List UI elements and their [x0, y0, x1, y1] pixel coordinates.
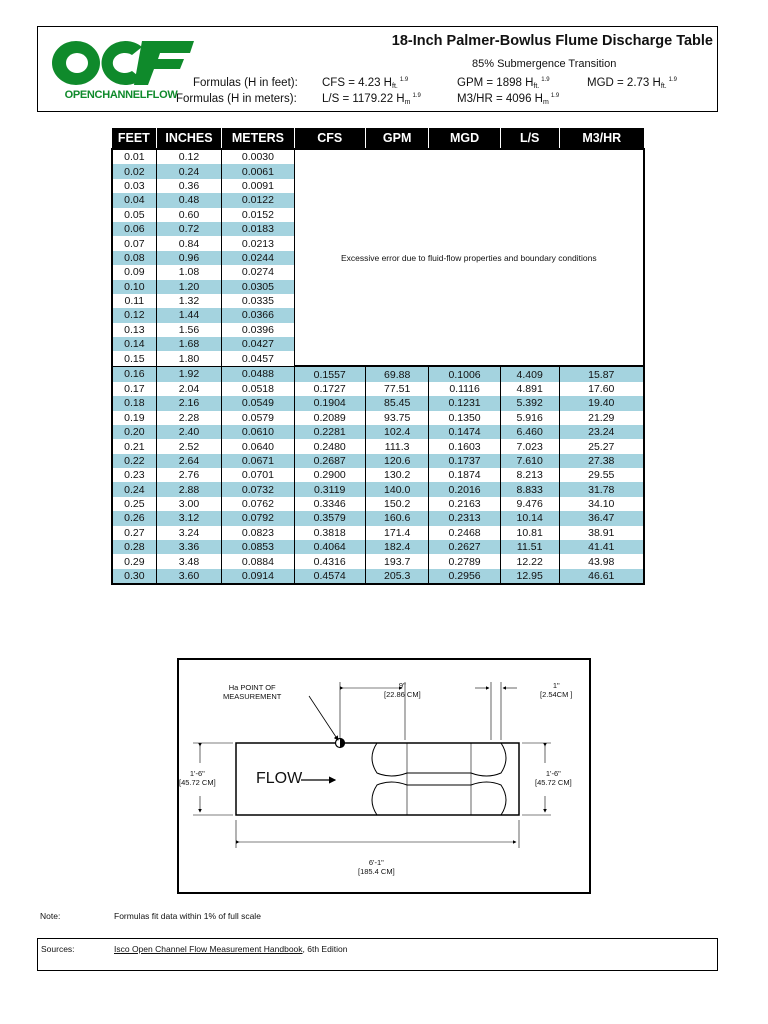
table-cell: 46.61 — [559, 569, 644, 584]
table-row — [112, 411, 644, 425]
table-cell: 0.1474 — [429, 425, 500, 439]
table-cell: 3.24 — [156, 526, 222, 540]
table-cell: 0.13 — [124, 323, 145, 336]
table-row — [112, 149, 644, 164]
table-cell: 5.916 — [500, 411, 559, 425]
table-cell: 0.1603 — [429, 439, 500, 453]
table-cell: 0.04 — [112, 193, 156, 207]
table-cell: 4.409 — [500, 366, 559, 381]
table-cell: 31.78 — [559, 482, 644, 496]
table-cell: 2.88 — [156, 482, 222, 496]
table-cell: 1.68 — [156, 337, 222, 351]
table-cell: 0.2687 — [294, 454, 365, 468]
table-cell: 0.0122 — [222, 193, 294, 207]
table-cell: 0.0457 — [222, 351, 294, 366]
column-header-m3hr: M3/HR — [559, 128, 644, 149]
table-cell: 0.0244 — [222, 251, 294, 265]
dim-height-left-label: 1'-6" [45.72 CM] — [179, 769, 216, 787]
table-cell: 0.84 — [156, 236, 222, 250]
table-cell: 160.6 — [365, 511, 429, 525]
table-cell: 43.98 — [559, 554, 644, 568]
logo-text: OPENCHANNELFLOW — [64, 89, 178, 101]
ocf-logo — [46, 35, 196, 105]
table-row — [112, 540, 644, 554]
table-row — [112, 454, 644, 468]
m3hr-formula: M3/HR = 4096 $H_m^{1.9}$ — [457, 93, 560, 106]
table-cell: 41.41 — [559, 540, 644, 554]
table-cell: 0.0914 — [222, 569, 294, 584]
column-header-inches: INCHES — [156, 128, 222, 149]
table-cell: 0.0274 — [222, 265, 294, 279]
table-cell: 0.0732 — [222, 482, 294, 496]
table-cell: 0.12 — [112, 308, 156, 322]
table-cell: 0.0518 — [222, 382, 294, 396]
table-cell: 0.24 — [156, 164, 222, 178]
table-cell: 0.27 — [124, 526, 145, 539]
table-cell: 0.1737 — [429, 454, 500, 468]
table-cell: 0.48 — [156, 193, 222, 207]
table-row — [112, 382, 644, 396]
column-header-ls: L/S — [500, 128, 559, 149]
dim-1-label: 1" [2.54CM ] — [540, 681, 573, 699]
table-cell: 1.32 — [156, 294, 222, 308]
table-cell: 0.22 — [112, 454, 156, 468]
table-cell: 102.4 — [365, 425, 429, 439]
formulas-feet-row — [193, 77, 298, 89]
table-cell: 93.75 — [365, 411, 429, 425]
page-subtitle: 85% Submergence Transition — [472, 58, 617, 70]
table-cell: 0.0701 — [222, 468, 294, 482]
table-cell: 12.95 — [500, 569, 559, 584]
table-cell: 3.00 — [156, 497, 222, 511]
sources-box — [37, 938, 718, 971]
table-cell: 0.10 — [112, 280, 156, 294]
table-cell: 0.07 — [124, 237, 145, 250]
table-cell: 0.2956 — [429, 569, 500, 584]
table-cell: 0.21 — [124, 440, 145, 453]
table-cell: 0.1727 — [294, 382, 365, 396]
table-cell: 0.11 — [124, 295, 145, 308]
table-header-row — [112, 128, 644, 149]
table-cell: 0.0366 — [222, 308, 294, 322]
table-cell: 0.96 — [156, 251, 222, 265]
table-cell: 0.18 — [112, 396, 156, 410]
table-cell: 2.64 — [156, 454, 222, 468]
table-cell: 69.88 — [365, 366, 429, 381]
table-cell: 27.38 — [559, 454, 644, 468]
column-header-gpm: GPM — [365, 128, 429, 149]
table-cell: 2.76 — [156, 468, 222, 482]
table-cell: 0.0823 — [222, 526, 294, 540]
table-cell: 0.2480 — [294, 439, 365, 453]
table-cell: 36.47 — [559, 511, 644, 525]
table-cell: 0.1231 — [429, 396, 500, 410]
source-citation — [114, 944, 347, 954]
table-cell: 1.08 — [156, 265, 222, 279]
excessive-error-note: Excessive error due to fluid-flow properties and boundary conditions — [294, 149, 644, 366]
table-cell: 0.02 — [112, 164, 156, 178]
flow-label: FLOW — [256, 770, 303, 787]
table-cell: 0.08 — [112, 251, 156, 265]
table-cell: 11.51 — [500, 540, 559, 554]
table-cell: 0.0549 — [222, 396, 294, 410]
table-cell: 120.6 — [365, 454, 429, 468]
cfs-formula: CFS = 4.23 $H_{ft.}^{1.9}$ — [322, 77, 409, 90]
table-cell: 1.44 — [156, 308, 222, 322]
table-cell: 38.91 — [559, 526, 644, 540]
table-cell: 0.14 — [112, 337, 156, 351]
table-cell: 0.0183 — [222, 222, 294, 236]
table-cell: 6.460 — [500, 425, 559, 439]
table-cell: 3.60 — [156, 569, 222, 584]
table-cell: 0.09 — [124, 266, 145, 279]
table-cell: 19.40 — [559, 396, 644, 410]
dim-9-label: 9" [22.86 CM] — [384, 681, 421, 699]
header-box — [37, 26, 718, 112]
discharge-table — [111, 128, 645, 585]
table-cell: 0.2789 — [429, 554, 500, 568]
table-row — [112, 482, 644, 496]
table-cell: 0.1904 — [294, 396, 365, 410]
table-cell: 4.891 — [500, 382, 559, 396]
ha-measurement-label: Ha POINT OF MEASUREMENT — [223, 683, 282, 701]
table-cell: 23.24 — [559, 425, 644, 439]
table-row — [112, 497, 644, 511]
table-cell: 0.2163 — [429, 497, 500, 511]
column-header-meters: METERS — [222, 128, 294, 149]
table-cell: 0.24 — [112, 482, 156, 496]
table-cell: 0.4064 — [294, 540, 365, 554]
table-cell: 205.3 — [365, 569, 429, 584]
table-cell: 0.20 — [112, 425, 156, 439]
table-cell: 0.3818 — [294, 526, 365, 540]
table-body — [112, 149, 644, 584]
column-header-feet: FEET — [112, 128, 156, 149]
table-cell: 0.29 — [124, 555, 145, 568]
table-cell: 3.12 — [156, 511, 222, 525]
table-cell: 10.81 — [500, 526, 559, 540]
table-cell: 0.3119 — [294, 482, 365, 496]
table-cell: 2.16 — [156, 396, 222, 410]
table-cell: 0.0884 — [222, 554, 294, 568]
table-cell: 5.392 — [500, 396, 559, 410]
table-cell: 0.72 — [156, 222, 222, 236]
table-row — [112, 569, 644, 584]
table-cell: 0.2900 — [294, 468, 365, 482]
table-cell: 0.16 — [112, 366, 156, 381]
table-cell: 0.1874 — [429, 468, 500, 482]
table-cell: 0.36 — [156, 179, 222, 193]
table-cell: 0.0640 — [222, 439, 294, 453]
table-row — [112, 396, 644, 410]
table-cell: 1.56 — [156, 323, 222, 337]
table-cell: 0.30 — [112, 569, 156, 584]
sources-label: Sources: — [41, 944, 75, 954]
table-cell: 0.12 — [156, 149, 222, 164]
table-cell: 2.40 — [156, 425, 222, 439]
table-cell: 8.213 — [500, 468, 559, 482]
table-cell: 0.3579 — [294, 511, 365, 525]
ocf-logo-mark — [46, 35, 196, 91]
table-cell: 0.2627 — [429, 540, 500, 554]
table-row — [112, 554, 644, 568]
table-cell: 0.0030 — [222, 149, 294, 164]
formulas-meters-row — [176, 93, 297, 105]
table-cell: 0.0335 — [222, 294, 294, 308]
source-edition: , 6th Edition — [302, 944, 348, 954]
table-cell: 7.610 — [500, 454, 559, 468]
table-cell: 3.48 — [156, 554, 222, 568]
table-cell: 2.28 — [156, 411, 222, 425]
table-cell: 0.0305 — [222, 280, 294, 294]
table-cell: 0.25 — [124, 498, 145, 511]
page-title: 18-Inch Palmer-Bowlus Flume Discharge Table — [391, 33, 713, 49]
table-cell: 0.0792 — [222, 511, 294, 525]
flume-throat-top — [372, 743, 506, 776]
table-cell: 3.36 — [156, 540, 222, 554]
table-cell: 0.23 — [124, 469, 145, 482]
table-cell: 130.2 — [365, 468, 429, 482]
table-cell: 111.3 — [365, 439, 429, 453]
table-cell: 0.1006 — [429, 366, 500, 381]
table-cell: 0.03 — [124, 179, 145, 192]
formulas-feet-label: Formulas (H in feet): — [193, 77, 298, 89]
table-cell: 0.0396 — [222, 323, 294, 337]
note-label: Note: — [40, 911, 61, 921]
flume-drawing — [177, 658, 591, 894]
table-cell: 182.4 — [365, 540, 429, 554]
table-cell: 0.0152 — [222, 208, 294, 222]
table-cell: 15.87 — [559, 366, 644, 381]
table-cell: 0.05 — [124, 208, 145, 221]
table-cell: 140.0 — [365, 482, 429, 496]
table-cell: 171.4 — [365, 526, 429, 540]
table-cell: 0.0091 — [222, 179, 294, 193]
table-cell: 0.4316 — [294, 554, 365, 568]
source-title: Isco Open Channel Flow Measurement Handbook — [114, 944, 303, 954]
table-cell: 0.0427 — [222, 337, 294, 351]
table-cell: 17.60 — [559, 382, 644, 396]
column-header-mgd: MGD — [429, 128, 500, 149]
table-cell: 29.55 — [559, 468, 644, 482]
table-cell: 0.0579 — [222, 411, 294, 425]
table-cell: 34.10 — [559, 497, 644, 511]
table-cell: 0.0853 — [222, 540, 294, 554]
table-cell: 0.2089 — [294, 411, 365, 425]
table-cell: 0.17 — [124, 382, 145, 395]
gpm-formula: GPM = 1898 $H_{ft.}^{1.9}$ — [457, 77, 550, 90]
table-cell: 0.0671 — [222, 454, 294, 468]
table-row — [112, 425, 644, 439]
dim-length-label: 6'-1" [185.4 CM] — [358, 858, 395, 876]
table-cell: 2.52 — [156, 439, 222, 453]
table-cell: 0.15 — [124, 352, 145, 365]
formulas-meters-label: Formulas (H in meters): — [176, 93, 297, 105]
table-cell: 9.476 — [500, 497, 559, 511]
table-cell: 0.01 — [124, 151, 145, 164]
table-cell: 85.45 — [365, 396, 429, 410]
table-cell: 0.06 — [112, 222, 156, 236]
table-cell: 0.0488 — [222, 366, 294, 381]
column-header-cfs: CFS — [294, 128, 365, 149]
table-cell: 0.2016 — [429, 482, 500, 496]
table-cell: 0.2468 — [429, 526, 500, 540]
table-cell: 0.0610 — [222, 425, 294, 439]
table-cell: 0.0213 — [222, 236, 294, 250]
table-cell: 0.26 — [112, 511, 156, 525]
table-cell: 150.2 — [365, 497, 429, 511]
table-cell: 0.28 — [112, 540, 156, 554]
table-cell: 0.2313 — [429, 511, 500, 525]
table-cell: 7.023 — [500, 439, 559, 453]
dim-height-right-label: 1'-6" [45.72 CM] — [535, 769, 572, 787]
table-cell: 0.1116 — [429, 382, 500, 396]
table-cell: 0.60 — [156, 208, 222, 222]
table-cell: 2.04 — [156, 382, 222, 396]
table-cell: 10.14 — [500, 511, 559, 525]
ls-formula: L/S = 1179.22 $H_m^{1.9}$ — [322, 93, 421, 106]
table-cell: 1.20 — [156, 280, 222, 294]
table-cell: 1.92 — [156, 366, 222, 381]
table-cell: 1.80 — [156, 351, 222, 366]
table-cell: 8.833 — [500, 482, 559, 496]
table-cell: 0.0061 — [222, 164, 294, 178]
note-text: Formulas fit data within 1% of full scale — [114, 911, 261, 921]
table-cell: 0.4574 — [294, 569, 365, 584]
table-cell: 0.1557 — [294, 366, 365, 381]
table-cell: 0.0762 — [222, 497, 294, 511]
table-row — [112, 526, 644, 540]
table-cell: 21.29 — [559, 411, 644, 425]
table-cell: 77.51 — [365, 382, 429, 396]
flume-throat-bottom — [372, 782, 506, 815]
mgd-formula: MGD = 2.73 $H_{ft.}^{1.9}$ — [587, 77, 678, 90]
table-row — [112, 439, 644, 453]
table-cell: 0.2281 — [294, 425, 365, 439]
table-cell: 0.3346 — [294, 497, 365, 511]
table-row — [112, 511, 644, 525]
table-cell: 193.7 — [365, 554, 429, 568]
table-cell: 25.27 — [559, 439, 644, 453]
table-cell: 0.1350 — [429, 411, 500, 425]
table-cell: 0.19 — [124, 411, 145, 424]
table-cell: 12.22 — [500, 554, 559, 568]
table-row — [112, 468, 644, 482]
table-row — [112, 366, 644, 381]
